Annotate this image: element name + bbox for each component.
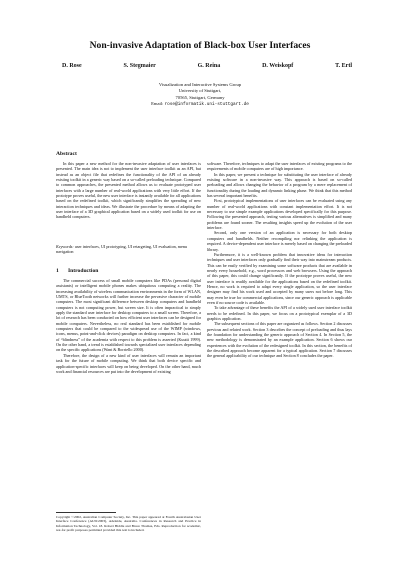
copyright-footnote: Copyright ©2002, Australian Computer Society, Inc. This paper appeared at Fourth Australasian User Interface Conference (AUIC2003), Adelaide, Australia. Conferences in Research and Practice in Information Technology, Vol. 18. Robert Biddle and Bruce Thomas, Eds. Reproduction for academic, not-for profit purposes permitted provided this text is included.	[56, 515, 201, 533]
author-list	[62, 63, 352, 69]
keywords-text: user interfaces, UI prototyping, UI retargeting, UI evaluation, menu navigation	[56, 244, 187, 255]
paragraph: In this paper, we present a technique for substituting the user interface of already existing software in a non-invasive way. This approach is based on so-called preloading and allows changing the behavior of a program by a mere replacement of functionality during the loading and dynamic linking phase. We think that this method has several important benefits.	[207, 171, 352, 199]
author-name: D. Rose	[62, 63, 82, 69]
paragraph: Second, only one version of an application is necessary for both desktop computers and handhelds. Neither recompiling nor relinking the application is required. A device-dependent user interface is merely based on changing the preloaded library.	[207, 230, 352, 252]
section-title: Introduction	[68, 268, 99, 274]
keywords-label: Keywords:	[56, 244, 74, 249]
paragraph: To take advantage of these benefits the API of a widely used user interface toolkit needs to be redefined. In this paper, we focus on a prototypical exemplar of a 3D graphics application.	[207, 305, 352, 321]
keywords	[56, 244, 201, 255]
paragraph: The commercial success of small mobile computers like PDAs (personal digital assistants) or intelligent mobile phones makes ubiquitous computing a reality. The increasing availability of wireless communication environments in the form of WLAN, UMTS, or BlueTooth networks will further increase the pervasive character of mobile computers. The most significant difference between desktop computers and handheld computers is not computing power, but screen size. It is often impractical to simply apply the standard user interface for desktop computers to a small screen. Therefore, a lot of research has been conducted on how efficient user interfaces can be designed for mobile computers. Nevertheless, no real standard has been established for mobile computers that could be compared to the widespread use of the WIMP (windows, icons, menus, point-and-click devices) paradigm on desktop computers. In fact, a kind of “blindness” of the academia with respect to this problem is asserted (Kuutti 1999). On the other hand, a trend is established towards specialized user interfaces depending on the specific applications (Want & Borriello 2000).	[56, 278, 201, 353]
section-heading	[56, 268, 98, 274]
paragraph: First, prototypical implementations of user interfaces can be evaluated using any number of real-world applications with constant implementation effort. It is not necessary to use simple example applications developed specifically for this purpose. Following the presented approach, testing various alternatives is simplified and many problems are found sooner. The resulting insights speed up the evolution of the user interface.	[207, 198, 352, 231]
affiliation-university: University of Stuttgart,	[178, 88, 222, 94]
footnote-rule	[56, 512, 116, 513]
affiliation-address: 70565, Stuttgart, Germany	[175, 94, 225, 100]
email-label: Email:	[151, 100, 164, 106]
paragraph: software. Therefore, techniques to adapt the user interfaces of existing programs to the requirements of mobile computers are of high importance.	[207, 161, 352, 172]
paragraph: Furthermore, it is a well-known problem that innovative ideas for interaction techniques and user interfaces only gradually find their way into mainstream products. This can be easily verified by examining some software products that are available in nearly every household, e.g., word processors and web browsers. Using the approach of this paper, this could change significantly. If the prototype proves useful, the new user interface is readily available for the applications based on the redefined toolkit. Hence, no work is required to adapt every single application, so the user interface designer may find his work used and accepted by many users not before long. This may even be true for commercial applications, since our generic approach is applicable even if no source code is available.	[207, 251, 352, 305]
author-name: G. Reina	[197, 63, 221, 69]
right-column	[207, 161, 352, 359]
abstract-heading: Abstract	[56, 151, 77, 157]
author-name: S. Stegmaier	[123, 63, 156, 69]
introduction-body	[56, 278, 201, 374]
paper-title: Non-invasive Adaptation of Black-box User Interfaces	[89, 40, 311, 51]
paragraph: The subsequent sections of this paper are organized as follows. Section 2 discusses previous and related work. Section 3 describes the concept of preloading and thus lays the foundation for understanding the generic approach of Section 4. In Section 5, the new methodology is demonstrated by an example application. Section 6 shows our experiences with the evolution of the redesigned toolkit. In this section, the benefits of the described approach become apparent for a typical application. Section 7 discusses the general applicability of our technique and Section 8 concludes the paper.	[207, 321, 352, 359]
author-name: T. Ertl	[335, 63, 352, 69]
abstract-body	[56, 161, 201, 220]
abstract-text: In this paper a new method for the non-invasive adaptation of user interfaces is presented. The main idea is not to implement the user interface toolkit as an API, but instead as an object file that redefines the functionality of the API of an already existing toolkit in a generic way based on a so-called preloading technique. Compared to common approaches, the presented method allows us to evaluate prototyped user interfaces with a large number of real-world applications with very little effort. If the prototype proves useful, the new user interface is instantly available for all applications based on the redefined toolkit, which significantly simplifies the spreading of new interaction techniques and ideas. We illustrate the procedure by means of adapting the user interface of a 3D graphical application based on a widely used toolkit for use on handheld computers.	[56, 161, 201, 220]
paragraph: Therefore, the design of a new kind of user interfaces will remain an important task for the future of mobile computing. We think that both device specific and application-specific interfaces will keep on being developed. On the other hand, much work and financial resources are put into the development of existing	[56, 352, 201, 374]
affiliation-email-line	[0, 101, 400, 108]
email-address[interactable]: rose@informatik.uni-stuttgart.de	[164, 101, 249, 107]
section-number: 1	[56, 268, 59, 274]
affiliation	[0, 82, 400, 108]
author-name: D. Weiskopf	[262, 63, 294, 69]
affiliation-group: Visualization and Interactive Systems Group	[158, 82, 242, 87]
